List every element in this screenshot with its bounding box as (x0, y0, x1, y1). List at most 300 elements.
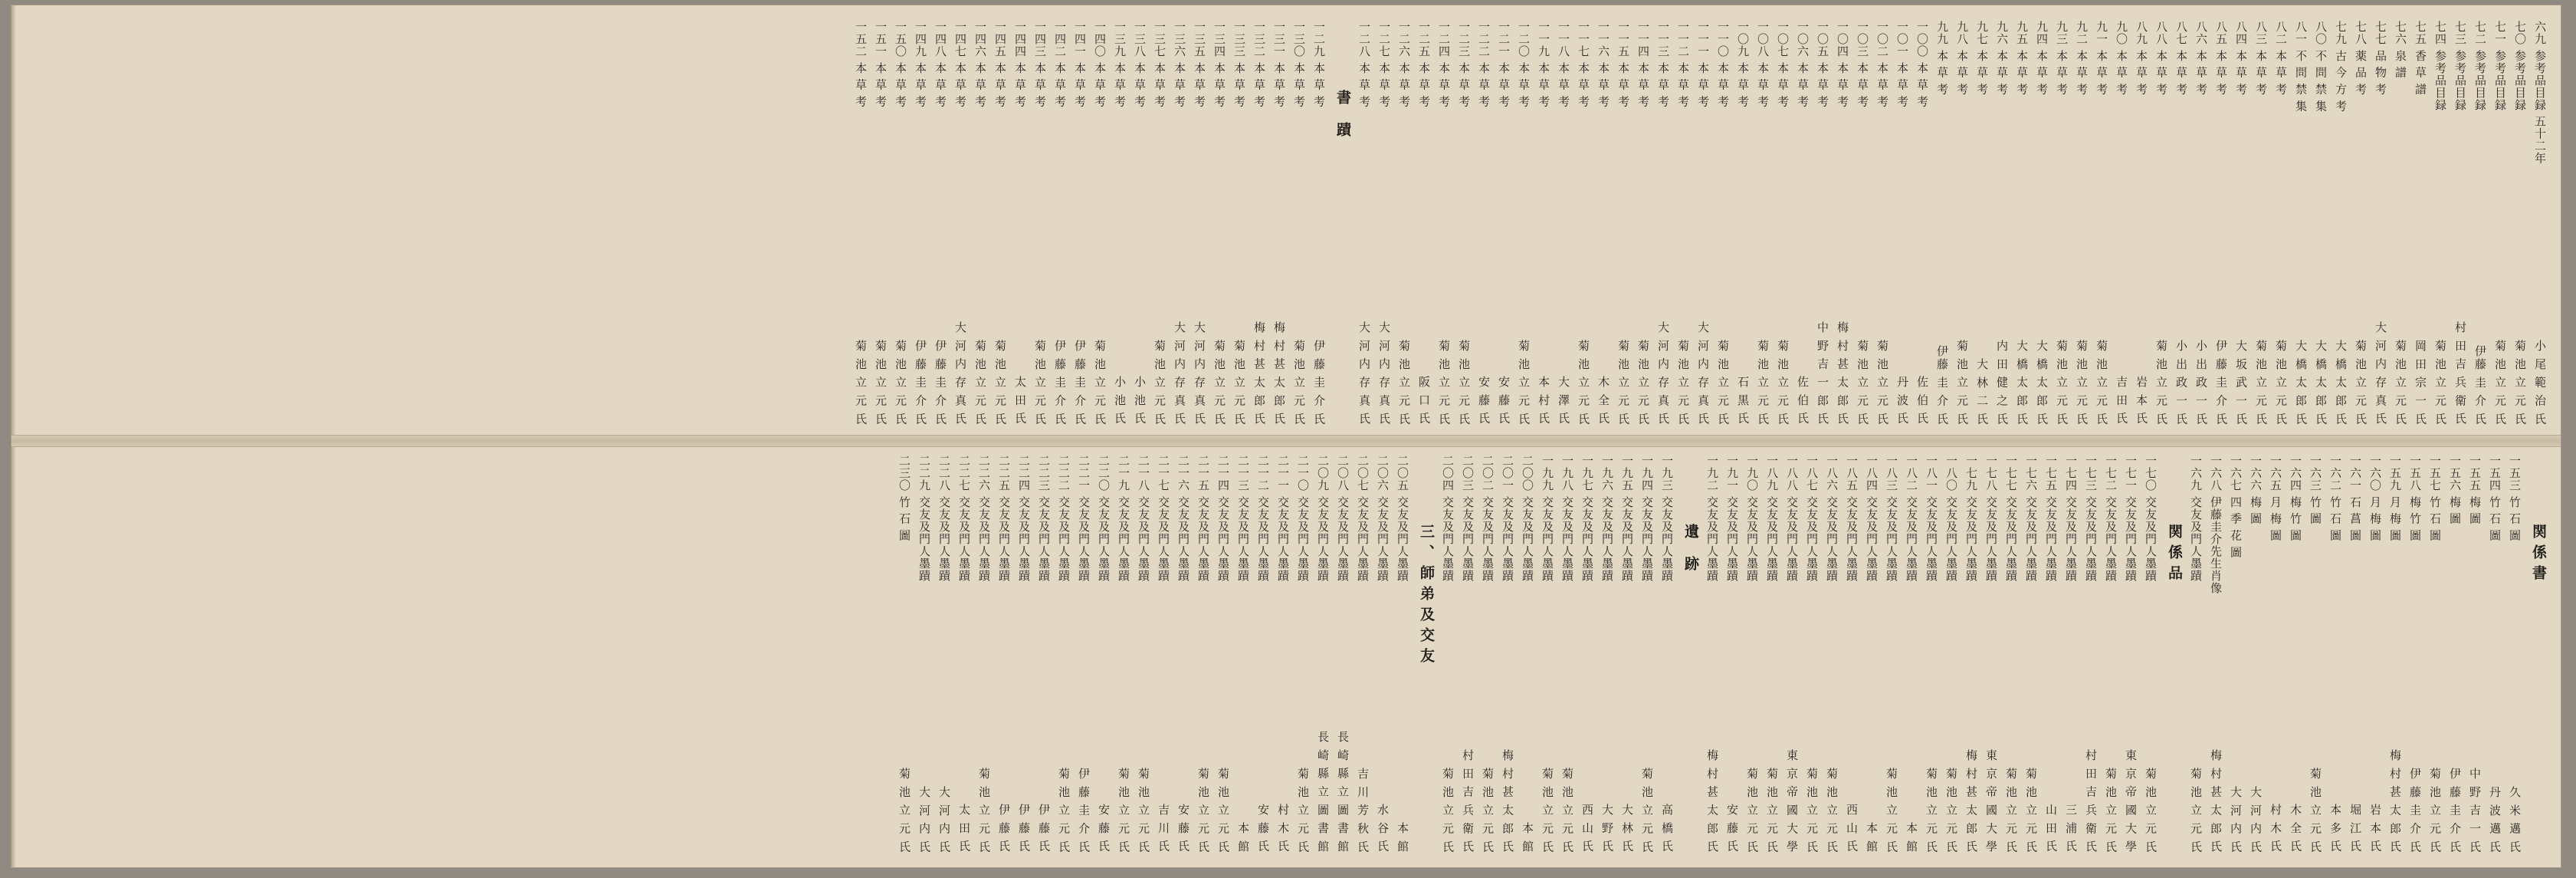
catalog-entry (1235, 455, 1250, 853)
catalog-entry (1619, 455, 1634, 853)
entry-title: 一二八 本 草 考 (1357, 21, 1371, 108)
catalog-entry (1275, 455, 1290, 853)
catalog-entry (2054, 21, 2069, 426)
entry-owner: 伊 藤 圭 介 氏 (2448, 767, 2462, 853)
catalog-entry (996, 455, 1011, 853)
catalog-entry (2433, 21, 2447, 426)
entry-owner: 菊 池 立 元 氏 (1955, 339, 1969, 426)
entry-title: 二二〇 交友及門人墨蹟 (1097, 455, 1111, 582)
entry-owner: 小 池 氏 (1133, 376, 1147, 426)
catalog-entry (1016, 455, 1031, 853)
catalog-entry (1460, 455, 1475, 853)
entry-title: 八三 本 草 考 (2254, 21, 2268, 96)
entry-owner: 菊 池 立 元 氏 (2024, 767, 2038, 853)
catalog-entry (1416, 21, 1431, 426)
entry-owner: 大 河 内 氏 (2249, 785, 2263, 853)
entry-title: 一七五 交友及門人墨蹟 (2044, 455, 2058, 582)
catalog-entry (1076, 455, 1091, 853)
catalog-entry (1096, 455, 1111, 853)
entry-owner: 菊 池 立 元 氏 (1153, 339, 1167, 426)
catalog-entry (976, 455, 991, 853)
catalog-entry (1132, 21, 1147, 426)
catalog-entry (1176, 455, 1190, 853)
entry-title: 一〇七 本 草 考 (1776, 21, 1790, 108)
catalog-entry (1795, 21, 1810, 426)
catalog-entry (937, 455, 951, 853)
catalog-entry (1884, 455, 1898, 853)
entry-title: 八六 本 草 考 (2194, 21, 2208, 96)
entry-owner: 中 野 吉 一 郎 氏 (1816, 321, 1829, 426)
entry-title: 一三九 本 草 考 (1113, 21, 1127, 108)
catalog-entry (2188, 455, 2203, 853)
entry-title: 一九〇 交友及門人墨蹟 (1745, 455, 1759, 582)
entry-owner: 小 出 政 一 氏 (2194, 339, 2208, 426)
entry-owner: 菊 池 立 元 氏 (2104, 767, 2118, 853)
catalog-entry (1540, 455, 1554, 853)
entry-owner: 本 多 氏 (2328, 804, 2342, 853)
entry-owner: 大 林 氏 (1620, 804, 1634, 853)
entry-owner: 伊 藤 氏 (1017, 804, 1031, 853)
entry-title: 一二五 本 草 考 (1417, 21, 1431, 108)
catalog-entry (1396, 21, 1411, 426)
entry-title: 一五三 竹 石 圖 (2508, 455, 2522, 542)
catalog-entry (1944, 455, 1958, 853)
catalog-entry (1724, 455, 1739, 853)
entry-owner: 菊 池 立 元 氏 (1541, 767, 1554, 853)
catalog-entry (2507, 455, 2522, 853)
entry-owner: 大 澤 氏 (1557, 376, 1570, 426)
entry-owner: 梅 村 甚 太 郎 氏 (1501, 749, 1514, 853)
catalog-entry (1784, 455, 1799, 853)
section-heading (1415, 455, 1435, 853)
catalog-entry (1656, 21, 1670, 426)
entry-owner: 菊 池 立 元 氏 (2254, 339, 2268, 426)
entry-title: 一〇三 本 草 考 (1856, 21, 1869, 108)
catalog-entry (1255, 455, 1270, 853)
entry-title: 七一 参考品目録 (2493, 21, 2507, 111)
catalog-entry (1560, 455, 1574, 853)
entry-owner: 菊 池 立 元 氏 (2433, 339, 2447, 426)
catalog-entry (2328, 455, 2342, 853)
entry-title: 一〇五 本 草 考 (1816, 21, 1829, 108)
entry-title: 二二九 交友及門人墨蹟 (917, 455, 931, 582)
entry-title: 一九二 交友及門人墨蹟 (1705, 455, 1719, 582)
catalog-entry (1984, 455, 1998, 853)
entry-title: 一八八 交友及門人墨蹟 (1785, 455, 1799, 582)
catalog-entry (2043, 455, 2058, 853)
entry-owner: 梅 村 甚 太 郎 氏 (2209, 749, 2223, 853)
entry-owner: 本 館 (1396, 822, 1409, 853)
entry-owner: 佐 伯 氏 (1796, 376, 1810, 426)
catalog-entry (973, 21, 987, 426)
catalog-entry (1864, 455, 1879, 853)
catalog-entry (2512, 21, 2527, 426)
entry-title: 二二六 交友及門人墨蹟 (977, 455, 991, 582)
entry-title: 二三〇 竹 石 圖 (897, 455, 911, 542)
entry-owner: 菊 池 立 元 氏 (2154, 339, 2168, 426)
entry-title: 二〇六 交友及門人墨蹟 (1376, 455, 1390, 582)
entry-title: 一八三 交友及門人墨蹟 (1885, 455, 1898, 582)
catalog-entry (1915, 21, 1929, 426)
catalog-entry (1855, 21, 1869, 426)
entry-title: 一七〇 交友及門人墨蹟 (2144, 455, 2158, 582)
entry-owner: 菊 池 立 元 氏 (1117, 767, 1130, 853)
catalog-entry (1844, 455, 1859, 853)
entry-title: 一八六 交友及門人墨蹟 (1825, 455, 1839, 582)
entry-owner: 丹 波 邁 氏 (2488, 785, 2502, 853)
catalog-entry (2014, 21, 2029, 426)
catalog-entry (1934, 21, 1949, 426)
entry-owner: 菊 池 立 元 氏 (1216, 767, 1230, 853)
entry-title: 二一一 交友及門人墨蹟 (1276, 455, 1290, 582)
catalog-entry (893, 21, 907, 426)
entry-title: 二一四 交友及門人墨蹟 (1216, 455, 1230, 582)
entry-title: 七六 泉 譜 (2394, 21, 2407, 79)
entry-title: 一四三 本 草 考 (1033, 21, 1047, 108)
entry-owner: 小 尾 範 治 氏 (2533, 339, 2547, 426)
entry-title: 一六一 石 菖 圖 (2348, 455, 2362, 542)
entry-owner: 菊 池 立 元 氏 (1716, 339, 1730, 426)
entry-title: 八〇 不 問 禁 集 (2314, 21, 2328, 113)
entry-owner: 菊 池 立 元 氏 (854, 339, 868, 426)
entry-title: 一五一 本 草 考 (874, 21, 888, 108)
entry-owner: 大 河 内 存 真 氏 (1357, 321, 1371, 426)
catalog-entry (953, 21, 967, 426)
entry-title: 一六〇 月 梅 圖 (2368, 455, 2382, 542)
entry-title: 八七 本 草 考 (2174, 21, 2188, 96)
entry-owner: 村 田 吉 兵 衛 氏 (1461, 749, 1475, 853)
entry-title: 一六八 伊藤圭介先生肖像 (2209, 455, 2223, 594)
entry-owner: 菊 池 立 元 氏 (1925, 767, 1938, 853)
entry-title: 一五六 梅 圖 (2448, 455, 2462, 525)
catalog-entry (1295, 455, 1310, 853)
entry-owner: 安 藤 氏 (1497, 376, 1511, 426)
entry-owner: 伊 藤 氏 (1037, 804, 1051, 853)
entry-title: 二〇五 交友及門人墨蹟 (1396, 455, 1409, 582)
catalog-entry (2063, 455, 2078, 853)
entry-owner: 本 館 (1521, 822, 1534, 853)
entry-owner: 菊 池 立 元 氏 (1676, 339, 1690, 426)
entry-owner: 菊 池 立 元 氏 (897, 767, 911, 853)
catalog-entry (2387, 455, 2402, 853)
entry-owner: 伊 藤 圭 介 氏 (914, 339, 927, 426)
entry-title: 一九七 交友及門人墨蹟 (1580, 455, 1594, 582)
entry-owner: 菊 池 立 元 氏 (1885, 767, 1898, 853)
catalog-entry (2273, 21, 2288, 426)
catalog-entry (1335, 455, 1350, 853)
bottom-band (25, 455, 2547, 853)
entry-owner: 大 河 内 存 真 氏 (1173, 321, 1186, 426)
entry-title: 七〇 参考品目録 (2513, 21, 2527, 111)
entry-title: 二〇九 交友及門人墨蹟 (1316, 455, 1330, 582)
fold-crease (11, 435, 2561, 447)
entry-title: 一一八 本 草 考 (1557, 21, 1570, 108)
entry-owner: 木 全 氏 (2289, 804, 2302, 853)
catalog-entry (1804, 455, 1819, 853)
catalog-entry (1375, 455, 1390, 853)
entry-owner: 菊 池 立 元 氏 (1825, 767, 1839, 853)
catalog-entry (2208, 455, 2223, 853)
entry-title: 一五五 梅 圖 (2468, 455, 2482, 525)
catalog-entry (1556, 21, 1570, 426)
entry-owner: 大 坂 武 一 氏 (2234, 339, 2248, 426)
catalog-entry (2487, 455, 2502, 853)
entry-owner: 大 林 二 氏 (1975, 357, 1989, 426)
entry-title: 一七六 交友及門人墨蹟 (2024, 455, 2038, 582)
entry-title: 一二九 本 草 考 (1312, 21, 1326, 108)
catalog-entry (1315, 455, 1330, 853)
entry-owner: 菊 池 立 元 氏 (1636, 339, 1650, 426)
entry-title: 一四七 本 草 考 (953, 21, 967, 108)
entry-title: 一九五 交友及門人墨蹟 (1620, 455, 1634, 582)
entry-title: 一一三 本 草 考 (1656, 21, 1670, 108)
catalog-entry (1212, 21, 1226, 426)
entry-owner: 梅 村 甚 太 郎 氏 (1252, 321, 1266, 426)
catalog-entry (1735, 21, 1750, 426)
entry-title: 一八五 交友及門人墨蹟 (1845, 455, 1859, 582)
catalog-entry (1924, 455, 1938, 853)
entry-title: 一二四 本 草 考 (1437, 21, 1451, 108)
entry-title: 一〇四 本 草 考 (1836, 21, 1849, 108)
entry-title: 一五〇 本 草 考 (894, 21, 907, 108)
entry-title: 二二四 交友及門人墨蹟 (1017, 455, 1031, 582)
catalog-entry (1272, 21, 1286, 426)
entry-title: 九八 本 草 考 (1955, 21, 1969, 96)
entry-title: 一二七 本 草 考 (1377, 21, 1391, 108)
catalog-entry (2288, 455, 2302, 853)
catalog-entry (2034, 21, 2049, 426)
catalog-entry (2114, 21, 2128, 426)
entry-owner: 佐 伯 氏 (1915, 376, 1929, 426)
catalog-entry (1755, 21, 1770, 426)
entry-title: 九三 本 草 考 (2055, 21, 2069, 96)
entry-owner: 大 橋 太 郎 氏 (2314, 339, 2328, 426)
entry-owner: 大 橋 太 郎 氏 (2294, 339, 2308, 426)
catalog-entry (2003, 455, 2018, 853)
catalog-entry (2313, 21, 2328, 426)
catalog-entry (993, 21, 1007, 426)
entry-title: 二二二 交友及門人墨蹟 (1057, 455, 1071, 582)
entry-title: 八五 本 草 考 (2214, 21, 2228, 96)
entry-owner: 菊 池 立 元 氏 (1457, 339, 1471, 426)
entry-title: 二〇八 交友及門人墨蹟 (1336, 455, 1350, 582)
catalog-entry (873, 21, 888, 426)
catalog-entry (1964, 455, 1978, 853)
catalog-entry (2368, 455, 2382, 853)
entry-title: 一六二 竹 石 圖 (2328, 455, 2342, 542)
entry-owner: 長 崎 縣 立 圖 書 館 (1316, 731, 1330, 853)
catalog-entry (1659, 455, 1674, 853)
entry-owner: 東 京 帝 國 大 學 (2124, 749, 2138, 853)
entry-owner: 三 浦 氏 (2064, 804, 2078, 853)
entry-owner: 大 河 内 存 真 氏 (1696, 321, 1710, 426)
entry-owner: 伊藤 圭 介 氏 (1935, 344, 1949, 426)
entry-owner: 安 藤 氏 (1097, 804, 1111, 853)
entry-owner: 水 谷 氏 (1376, 804, 1390, 853)
catalog-entry (1596, 21, 1610, 426)
entry-owner: 大 野 氏 (1600, 804, 1614, 853)
entry-owner: 本 館 (1905, 822, 1918, 853)
entry-owner: 伊 藤 圭 介 氏 (1312, 339, 1326, 426)
entry-title: 一六三 竹 圖 (2309, 455, 2322, 525)
entry-owner: 菊 池 立 元 氏 (1875, 339, 1889, 426)
catalog-entry (1072, 21, 1087, 426)
entry-title: 一八九 交友及門人墨蹟 (1765, 455, 1779, 582)
section-heading-text: 書 蹟 (1334, 90, 1351, 143)
entry-owner: 岩 本 氏 (2135, 376, 2148, 426)
catalog-entry (2194, 21, 2208, 426)
catalog-entry (2407, 455, 2422, 853)
catalog-entry (1875, 21, 1889, 426)
entry-title: 一二三 本 草 考 (1457, 21, 1471, 108)
entry-title: 二〇二 交友及門人墨蹟 (1481, 455, 1495, 582)
catalog-entry (1172, 21, 1186, 426)
entry-owner: 菊 池 立 元 氏 (1481, 767, 1495, 853)
entry-owner: 菊 池 立 元 氏 (2493, 339, 2507, 426)
entry-owner: 菊 池 立 元 氏 (1616, 339, 1630, 426)
catalog-entry (897, 455, 911, 853)
catalog-entry (2228, 455, 2243, 853)
catalog-entry (1715, 21, 1730, 426)
entry-owner: 伊 藤 圭 介 氏 (1073, 339, 1087, 426)
catalog-entry (1705, 455, 1719, 853)
entry-owner: 梅 村 甚 太 郎 氏 (1836, 321, 1849, 426)
entry-title: 二〇四 交友及門人墨蹟 (1441, 455, 1455, 582)
catalog-entry (1994, 21, 2009, 426)
entry-owner: 内 田 健 之 氏 (1995, 339, 2009, 426)
entry-title: 一一四 本 草 考 (1636, 21, 1650, 108)
catalog-entry (1835, 21, 1849, 426)
catalog-entry (2094, 21, 2108, 426)
entry-owner: 東 京 帝 國 大 學 (1785, 749, 1799, 853)
entry-title: 一六九 交友及門人墨蹟 (2189, 455, 2203, 582)
entry-owner: 菊 池 立 元 氏 (1944, 767, 1958, 853)
catalog-entry (1636, 21, 1650, 426)
entry-owner: 菊 池 立 元 氏 (2055, 339, 2069, 426)
entry-title: 一五七 竹 石 圖 (2428, 455, 2442, 542)
entry-owner: 山 田 氏 (2044, 804, 2058, 853)
entry-owner: 菊 池 立 元 氏 (2513, 339, 2527, 426)
entry-title: 一三〇 本 草 考 (1292, 21, 1306, 108)
entry-title: 二〇〇 交友及門人墨蹟 (1521, 455, 1534, 582)
entry-title: 一四四 本 草 考 (1013, 21, 1027, 108)
section-heading (1331, 21, 1351, 426)
entry-title: 一一九 本 草 考 (1537, 21, 1551, 108)
entry-owner: 西 山 氏 (1845, 804, 1859, 853)
entry-title: 二〇三 交友及門人墨蹟 (1461, 455, 1475, 582)
entry-owner: 菊 池 立 元 氏 (1196, 767, 1210, 853)
entry-title: 一五四 竹 石 圖 (2488, 455, 2502, 542)
catalog-entry (1616, 21, 1630, 426)
entry-owner: 本 村 氏 (1537, 376, 1551, 426)
entry-owner: 太 田 氏 (1013, 376, 1027, 426)
entry-owner: 菊 池 立 元 氏 (2004, 767, 2018, 853)
catalog-entry (1580, 455, 1594, 853)
catalog-entry (1311, 21, 1326, 426)
entry-title: 九二 本 草 考 (2075, 21, 2089, 96)
entry-owner: 久 米 邁 氏 (2508, 785, 2522, 853)
entry-title: 二一二 交友及門人墨蹟 (1256, 455, 1270, 582)
entry-owner: 伊 藤 圭 介 氏 (2214, 339, 2228, 426)
entry-owner: 大 河 内 存 真 氏 (1377, 321, 1391, 426)
entry-title: 二一三 交友及門人墨蹟 (1236, 455, 1250, 582)
entry-title: 二一八 交友及門人墨蹟 (1137, 455, 1150, 582)
entry-owner: 大 河 内 存 真 氏 (2374, 321, 2387, 426)
entry-title: 一七二 交友及門人墨蹟 (2104, 455, 2118, 582)
catalog-entry (2253, 21, 2268, 426)
entry-owner: 菊 池 立 元 氏 (1517, 339, 1531, 426)
catalog-entry (2427, 455, 2442, 853)
entry-title: 一〇〇 本 草 考 (1915, 21, 1929, 108)
catalog-entry (1355, 455, 1370, 853)
entry-owner: 高 橋 氏 (1660, 804, 1674, 853)
entry-title: 一六六 梅 圖 (2249, 455, 2263, 525)
entry-title: 一七三 交友及門人墨蹟 (2084, 455, 2098, 582)
entry-title: 一五二 本 草 考 (854, 21, 868, 108)
entry-title: 七九 古 今 方 考 (2334, 21, 2348, 113)
entry-owner: 菊 池 立 元 氏 (1640, 767, 1654, 853)
entry-title: 一四八 本 草 考 (934, 21, 947, 108)
entry-owner: 伊 藤 圭 介 氏 (2408, 767, 2422, 853)
catalog-entry (2123, 455, 2138, 853)
catalog-entry (1152, 21, 1167, 426)
entry-owner: 菊 池 立 元 氏 (1560, 767, 1574, 853)
catalog-entry (1291, 21, 1306, 426)
entry-title: 一六五 月 梅 圖 (2269, 455, 2282, 542)
entry-title: 九五 本 草 考 (2015, 21, 2029, 96)
entry-title: 一〇九 本 草 考 (1736, 21, 1750, 108)
entry-owner: 大 河 内 氏 (917, 785, 931, 853)
entry-title: 二二一 交友及門人墨蹟 (1077, 455, 1091, 582)
entry-owner: 梅 村 甚 太 郎 氏 (2388, 749, 2402, 853)
catalog-entry (1476, 21, 1491, 426)
catalog-entry (1600, 455, 1614, 853)
entry-owner: 伊 藤 圭 介 氏 (1077, 767, 1091, 853)
entry-owner: 梅 村 甚 太 郎 氏 (1705, 749, 1719, 853)
catalog-entry (1520, 455, 1534, 853)
entry-title: 一〇一 本 草 考 (1895, 21, 1909, 108)
entry-owner: 大 橋 太 郎 氏 (2035, 339, 2049, 426)
entry-title: 一一七 本 草 考 (1577, 21, 1590, 108)
catalog-entry (2248, 455, 2263, 853)
catalog-entry (2103, 455, 2118, 853)
catalog-entry (1192, 21, 1206, 426)
entry-title: 一一一 本 草 考 (1696, 21, 1710, 108)
entry-title: 一三五 本 草 考 (1193, 21, 1206, 108)
catalog-entry (1052, 21, 1067, 426)
entry-title: 八二 本 草 考 (2274, 21, 2288, 96)
entry-title: 一六四 梅 竹 圖 (2289, 455, 2302, 542)
entry-owner: 村 木 氏 (2269, 804, 2282, 853)
entry-owner: 大 河 内 存 真 氏 (953, 321, 967, 426)
entry-owner: 大 橋 太 郎 氏 (2334, 339, 2348, 426)
entry-owner: 菊 池 立 元 氏 (1033, 339, 1047, 426)
entry-owner: 菊 池 立 元 氏 (894, 339, 907, 426)
catalog-entry (2233, 21, 2248, 426)
entry-title: 一八二 交友及門人墨蹟 (1905, 455, 1918, 582)
catalog-entry (2532, 21, 2547, 426)
entry-title: 七四 参考品目録 (2433, 21, 2447, 111)
entry-owner: 伊 藤 圭 介 氏 (1053, 339, 1067, 426)
catalog-entry (1112, 21, 1127, 426)
entry-title: 一二二 本 草 考 (1477, 21, 1491, 108)
catalog-entry (1116, 455, 1130, 853)
catalog-entry (1036, 455, 1051, 853)
entry-owner: 梅 村 甚 太 郎 氏 (1272, 321, 1286, 426)
entry-title: 二一〇 交友及門人墨蹟 (1296, 455, 1310, 582)
entry-owner: 丹 波 氏 (1895, 376, 1909, 426)
entry-title: 七二 参考品目録 (2473, 21, 2487, 111)
